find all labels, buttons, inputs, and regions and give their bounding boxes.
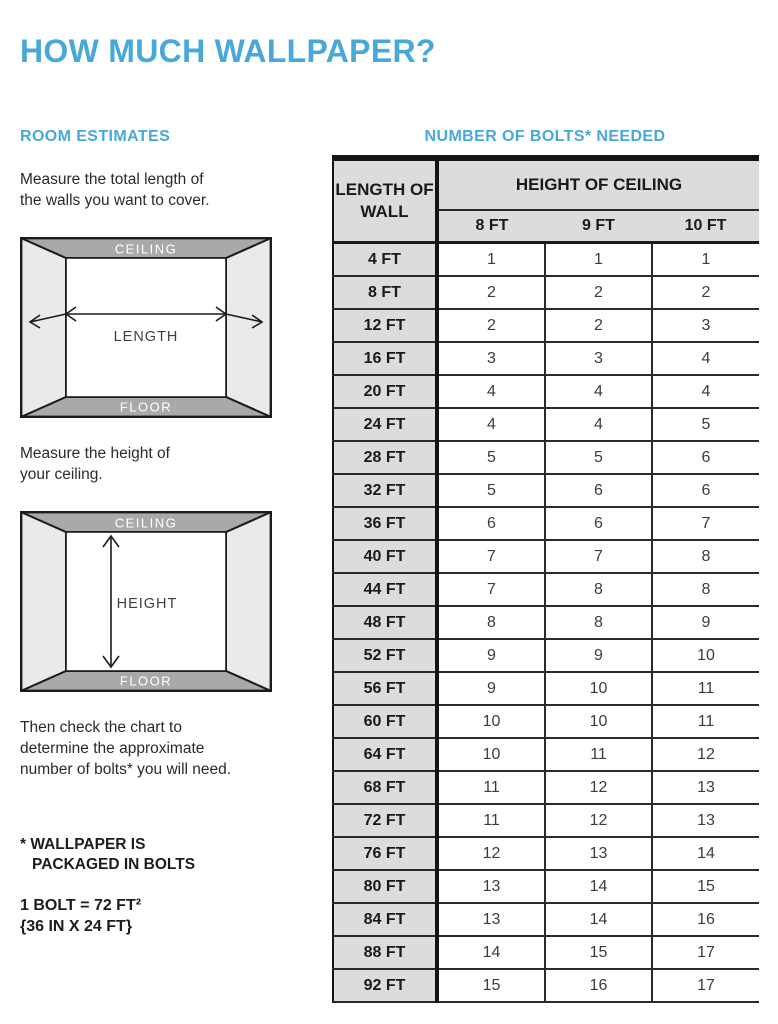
wall-length-cell: 44 FT (333, 573, 437, 606)
bolt-count-cell: 13 (545, 837, 652, 870)
bolt-count-cell: 12 (652, 738, 759, 771)
bolt-equation: 1 BOLT = 72 FT² (20, 896, 142, 914)
bolt-count-cell: 8 (545, 573, 652, 606)
bolt-count-cell: 11 (652, 672, 759, 705)
bolt-count-cell: 2 (545, 276, 652, 309)
table-row (333, 705, 759, 738)
bolt-count-cell: 8 (652, 573, 759, 606)
table-row (333, 342, 759, 375)
room-height-diagram (20, 511, 272, 692)
bolt-count-cell: 11 (437, 771, 545, 804)
bolt-count-cell: 3 (652, 309, 759, 342)
length-of-wall-header: LENGTH OF WALL (333, 158, 437, 243)
floor-label: FLOOR (119, 399, 173, 415)
table-row (333, 870, 759, 903)
bolt-count-cell: 7 (437, 573, 545, 606)
height-label: HEIGHT (116, 596, 178, 613)
wall-length-cell: 8 FT (333, 276, 437, 309)
ceiling-label: CEILING (114, 241, 178, 257)
bolt-count-cell: 2 (545, 309, 652, 342)
bolt-count-cell: 17 (652, 969, 759, 1002)
bolt-count-cell: 13 (437, 870, 545, 903)
wall-length-cell: 72 FT (333, 804, 437, 837)
bolt-count-cell: 16 (652, 903, 759, 936)
wall-length-cell: 12 FT (333, 309, 437, 342)
wallpaper-bolts-footnote: * WALLPAPER IS PACKAGED IN BOLTS (20, 836, 196, 874)
bolt-count-cell: 13 (437, 903, 545, 936)
ceiling-label: CEILING (114, 515, 178, 531)
wall-length-cell: 28 FT (333, 441, 437, 474)
wall-length-cell: 32 FT (333, 474, 437, 507)
table-row (333, 540, 759, 573)
bolt-count-cell: 5 (545, 441, 652, 474)
bolt-count-cell: 2 (437, 276, 545, 309)
room-estimates-section (20, 128, 314, 938)
bolt-count-cell: 15 (437, 969, 545, 1002)
bolt-count-cell: 15 (652, 870, 759, 903)
wall-length-cell: 40 FT (333, 540, 437, 573)
wall-length-cell: 84 FT (333, 903, 437, 936)
wall-length-cell: 56 FT (333, 672, 437, 705)
table-row (333, 738, 759, 771)
wall-length-cell: 48 FT (333, 606, 437, 639)
bolt-count-cell: 7 (437, 540, 545, 573)
back-wall-shape (66, 258, 226, 397)
length-label: LENGTH (113, 329, 179, 346)
bolt-count-cell: 11 (652, 705, 759, 738)
left-wall-shape (21, 512, 66, 691)
table-row (333, 408, 759, 441)
column-header-8ft: 8 FT (437, 210, 545, 243)
bolt-count-cell: 8 (437, 606, 545, 639)
table-row (333, 276, 759, 309)
bolt-count-cell: 14 (437, 936, 545, 969)
bolt-count-cell: 6 (437, 507, 545, 540)
bolt-count-cell: 14 (652, 837, 759, 870)
bolt-count-cell: 6 (545, 474, 652, 507)
table-row (333, 936, 759, 969)
bolts-needed-heading: NUMBER OF BOLTS* NEEDED (424, 128, 666, 145)
bolts-table (332, 155, 759, 1003)
column-header-10ft: 10 FT (652, 210, 759, 243)
bolt-count-cell: 5 (437, 474, 545, 507)
bolt-count-cell: 4 (437, 375, 545, 408)
bolt-count-cell: 6 (545, 507, 652, 540)
bolt-count-cell: 15 (545, 936, 652, 969)
table-row (333, 837, 759, 870)
table-row (333, 606, 759, 639)
bolt-count-cell: 11 (545, 738, 652, 771)
bolt-count-cell: 9 (437, 639, 545, 672)
bolt-count-cell: 1 (545, 243, 652, 277)
floor-label: FLOOR (119, 673, 173, 689)
bolt-count-cell: 14 (545, 903, 652, 936)
bolt-count-cell: 11 (437, 804, 545, 837)
wall-length-cell: 60 FT (333, 705, 437, 738)
bolt-count-cell: 16 (545, 969, 652, 1002)
bolt-count-cell: 5 (652, 408, 759, 441)
wall-length-cell: 92 FT (333, 969, 437, 1002)
bolt-count-cell: 2 (437, 309, 545, 342)
table-row (333, 507, 759, 540)
bolt-size-info (20, 895, 314, 938)
bolt-count-cell: 3 (545, 342, 652, 375)
wall-length-cell: 80 FT (333, 870, 437, 903)
table-row (333, 243, 759, 277)
bolt-count-cell: 12 (545, 804, 652, 837)
page-title: HOW MUCH WALLPAPER? (20, 33, 436, 70)
bolt-count-cell: 7 (545, 540, 652, 573)
bolt-count-cell: 10 (545, 672, 652, 705)
height-of-ceiling-header: HEIGHT OF CEILING (437, 158, 759, 210)
room-estimates-heading: ROOM ESTIMATES (20, 128, 171, 145)
table-row (333, 771, 759, 804)
bolt-count-cell: 6 (652, 441, 759, 474)
bolt-count-cell: 4 (652, 375, 759, 408)
bolt-count-cell: 13 (652, 771, 759, 804)
table-row (333, 672, 759, 705)
bolt-count-cell: 10 (545, 705, 652, 738)
room-length-diagram (20, 237, 272, 418)
bolt-count-cell: 1 (652, 243, 759, 277)
wall-length-cell: 36 FT (333, 507, 437, 540)
bolt-count-cell: 13 (652, 804, 759, 837)
bolt-count-cell: 6 (652, 474, 759, 507)
check-chart-paragraph: Then check the chart to determine the approximate number of bolts* you will need. (20, 719, 232, 778)
left-wall-shape (21, 238, 66, 417)
measure-height-paragraph: Measure the height of your ceiling. (20, 445, 170, 483)
wall-length-cell: 64 FT (333, 738, 437, 771)
bolts-table-body (333, 243, 759, 1003)
bolt-count-cell: 12 (545, 771, 652, 804)
bolt-count-cell: 12 (437, 837, 545, 870)
wall-length-cell: 88 FT (333, 936, 437, 969)
bolt-count-cell: 8 (652, 540, 759, 573)
table-row (333, 573, 759, 606)
table-header-row (333, 158, 759, 210)
column-header-9ft: 9 FT (545, 210, 652, 243)
bolts-needed-section (332, 128, 758, 1003)
bolt-count-cell: 10 (437, 705, 545, 738)
bolt-count-cell: 17 (652, 936, 759, 969)
table-row (333, 804, 759, 837)
bolt-count-cell: 8 (545, 606, 652, 639)
table-row (333, 969, 759, 1002)
wall-length-cell: 68 FT (333, 771, 437, 804)
bolt-dimensions: {36 IN X 24 FT} (20, 918, 133, 936)
bolt-count-cell: 7 (652, 507, 759, 540)
bolt-count-cell: 5 (437, 441, 545, 474)
wall-length-cell: 16 FT (333, 342, 437, 375)
bolt-count-cell: 3 (437, 342, 545, 375)
bolt-count-cell: 4 (652, 342, 759, 375)
wall-length-cell: 76 FT (333, 837, 437, 870)
bolt-count-cell: 4 (545, 375, 652, 408)
bolt-count-cell: 4 (545, 408, 652, 441)
measure-length-paragraph: Measure the total length of the walls you want to cover. (20, 171, 210, 209)
bolt-count-cell: 1 (437, 243, 545, 277)
bolt-count-cell: 9 (545, 639, 652, 672)
wall-length-cell: 52 FT (333, 639, 437, 672)
right-wall-shape (226, 238, 271, 417)
table-row (333, 375, 759, 408)
table-row (333, 474, 759, 507)
bolt-count-cell: 9 (437, 672, 545, 705)
table-row (333, 903, 759, 936)
wall-length-cell: 24 FT (333, 408, 437, 441)
table-row (333, 309, 759, 342)
bolt-count-cell: 10 (652, 639, 759, 672)
right-wall-shape (226, 512, 271, 691)
table-row (333, 639, 759, 672)
bolt-count-cell: 9 (652, 606, 759, 639)
bolt-count-cell: 4 (437, 408, 545, 441)
bolt-count-cell: 2 (652, 276, 759, 309)
bolt-count-cell: 14 (545, 870, 652, 903)
table-row (333, 441, 759, 474)
wall-length-cell: 4 FT (333, 243, 437, 277)
wall-length-cell: 20 FT (333, 375, 437, 408)
bolt-count-cell: 10 (437, 738, 545, 771)
